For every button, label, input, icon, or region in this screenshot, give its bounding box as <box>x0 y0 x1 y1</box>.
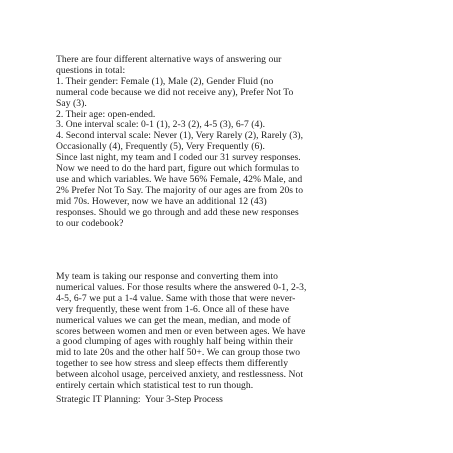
text-line: between alcohol usage, perceived anxiety, and restlessness. Not <box>56 369 304 381</box>
text-line: 4. Second interval scale: Never (1), Very Rarely (2), Rarely (3), <box>56 130 304 142</box>
text-line: use and which variables. We have 56% Female, 42% Male, and <box>56 173 303 185</box>
text-line: 2. Their age: open-ended. <box>56 108 156 120</box>
text-line: together to see how stress and sleep effects them differently <box>56 358 289 370</box>
text-line: mid to late 20s and the other half 50+. We can group those two <box>56 347 301 359</box>
text-line: My team is taking our response and converting them into <box>56 271 279 282</box>
paragraph-numerical-values <box>56 272 426 392</box>
text-line: very frequently, these went from 1-6. Once all of these have <box>56 303 290 315</box>
text-line: Since last night, my team and I coded our 31 survey responses. <box>56 152 301 164</box>
text-line: 3. One interval scale: 0-1 (1), 2-3 (2), 4-5 (3), 6-7 (4). <box>56 119 266 131</box>
text-line: questions in total: <box>56 64 126 76</box>
text-line: numerical values. For those results where the answered 0-1, 2-3, <box>56 281 307 293</box>
text-line: scores between women and men or even between ages. We have <box>56 325 306 337</box>
text-line: to our codebook? <box>56 217 124 229</box>
text-line: Occasionally (4), Frequently (5), Very Frequently (6). <box>56 141 265 153</box>
text-line: responses. Should we go through and add these new responses <box>56 206 299 218</box>
text-line: 2% Prefer Not To Say. The majority of our ages are from 20s to <box>56 184 304 196</box>
text-line: a good clumping of ages with roughly half being within their <box>56 336 293 348</box>
text-line: Say (3). <box>56 97 87 109</box>
footer-title: Strategic IT Planning: Your 3-Step Process <box>56 394 223 405</box>
text-line: numeral code because we did not receive any), Prefer Not To <box>56 86 294 98</box>
text-line: There are four different alternative ways of answering our <box>56 54 282 65</box>
text-line: numerical values we can get the mean, median, and mode of <box>56 314 291 326</box>
text-line: 1. Their gender: Female (1), Male (2), Gender Fluid (no <box>56 75 274 87</box>
text-line: Now we need to do the hard part, figure out which formulas to <box>56 163 300 175</box>
text-line: entirely certain which statistical test to run though. <box>56 380 254 392</box>
text-line: 4-5, 6-7 we put a 1-4 value. Same with those that were never- <box>56 292 296 304</box>
paragraph-survey-coding <box>56 55 426 230</box>
text-line: mid 70s. However, now we have an additional 12 (43) <box>56 195 267 207</box>
